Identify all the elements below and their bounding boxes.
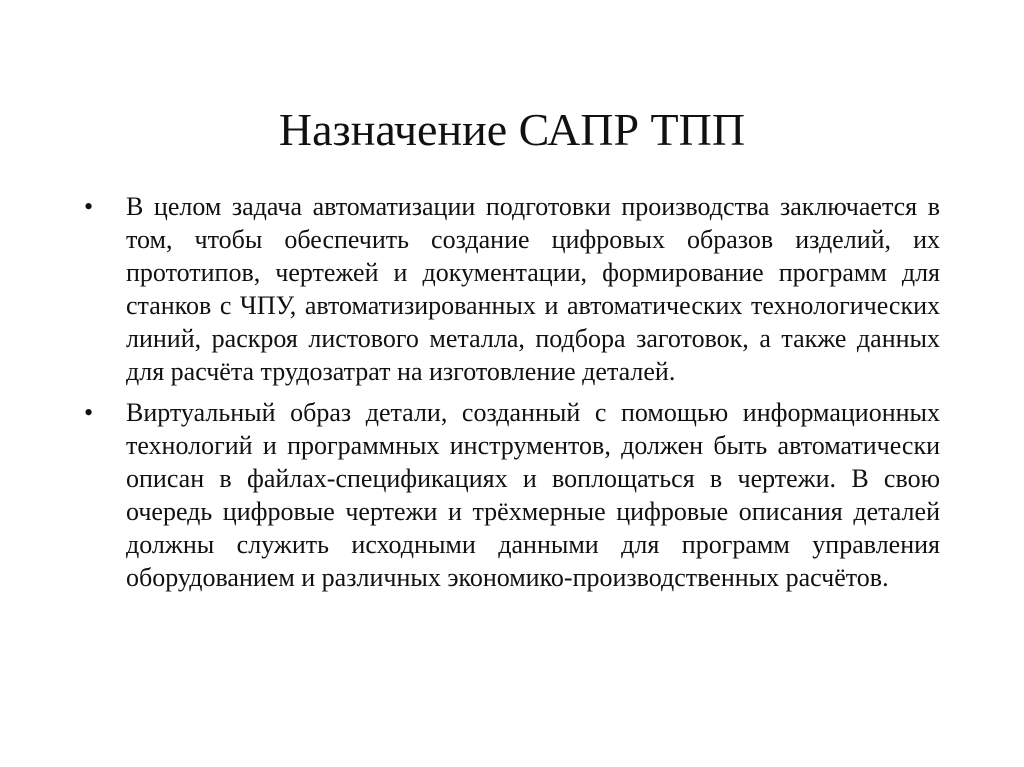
- bullet-list: [84, 190, 940, 602]
- slide-title: Назначение САПР ТПП: [278, 104, 746, 155]
- bullet-item: [84, 396, 940, 594]
- bullet-text: В целом задача автоматизации подготовки производства заключается в том, чтобы обеспечить создание цифровых образов изделий, их прототипов, чертежей и документации, формирование программ для станков с ЧПУ, автоматизированных и автоматических технологических линий, раскроя листового металла, подбора заготовок, а также данных для расчёта трудозатрат на изготовление деталей.: [126, 192, 940, 386]
- bullet-dot-icon: •: [84, 192, 94, 221]
- bullet-dot-icon: •: [84, 398, 94, 427]
- bullet-item: [84, 190, 940, 388]
- bullet-text: Виртуальный образ детали, созданный с помощью информационных технологий и программных инструментов, должен быть автоматически описан в файлах-спецификациях и воплощаться в чертежи. В свою очередь цифровые чертежи и трёхмерные цифровые описания деталей должны служить исходными данными для программ управления оборудованием и различных экономико-производственных расчётов.: [126, 398, 940, 592]
